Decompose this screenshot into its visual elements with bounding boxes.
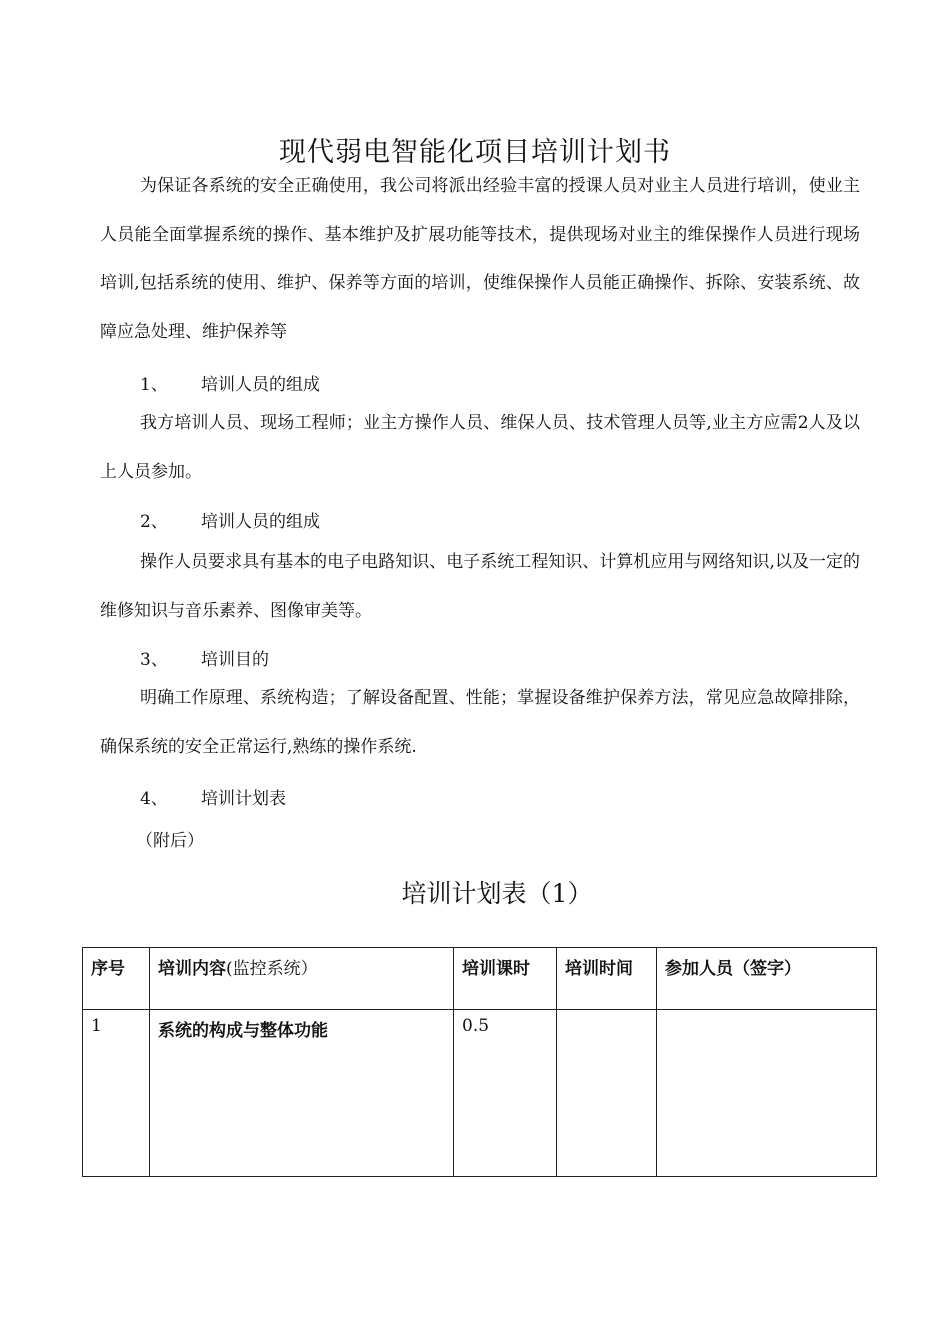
header-hours: 培训课时	[454, 948, 557, 1010]
cell-content: 系统的构成与整体功能	[150, 1010, 454, 1177]
section-heading-4	[140, 784, 286, 809]
section-number: 1、	[140, 375, 168, 395]
header-content-bold: 培训内容	[158, 959, 226, 979]
cell-seq: 1	[83, 1010, 150, 1177]
cell-attendees-signature[interactable]	[657, 1010, 877, 1177]
section-heading-3	[140, 645, 269, 670]
section-heading-text: 培训计划表	[201, 789, 286, 809]
header-attendees: 参加人员（签字）	[657, 948, 877, 1010]
section-body-2: 操作人员要求具有基本的电子电路知识、电子系统工程知识、计算机应用与网络知识,以及一定的维修知识与音乐素养、图像审美等。	[100, 552, 860, 621]
cell-time[interactable]	[557, 1010, 657, 1177]
section-heading-text: 培训目的	[201, 650, 269, 670]
table-row	[83, 1010, 877, 1177]
header-seq: 序号	[83, 948, 150, 1010]
section-number: 3、	[140, 650, 168, 670]
section-body-1: 我方培训人员、现场工程师；业主方操作人员、维保人员、技术管理人员等,业主方应需2人及以上人员参加。	[100, 413, 860, 482]
training-plan-table	[82, 947, 877, 1177]
intro-paragraph: 为保证各系统的安全正确使用，我公司将派出经验丰富的授课人员对业主人员进行培训，使业主人员能全面掌握系统的操作、基本维护及扩展功能等技术，提供现场对业主的维保操作人员进行现场培训,包括系统的使用、维护、保养等方面的培训，使维保操作人员能正确操作、拆除、安装系统、故障应急处理、维护保养等	[100, 176, 860, 342]
appendix-note: （附后）	[136, 831, 204, 851]
section-body-3: 明确工作原理、系统构造；了解设备配置、性能；掌握设备维护保养方法，常见应急故障排除，确保系统的安全正常运行,熟练的操作系统.	[100, 688, 860, 757]
document-title: 现代弱电智能化项目培训计划书	[279, 137, 671, 168]
section-heading-text: 培训人员的组成	[201, 512, 320, 532]
header-content-light: (监控系统）	[226, 959, 318, 979]
section-heading-2	[140, 507, 320, 532]
table-header-row	[83, 948, 877, 1010]
table-title: 培训计划表（1）	[401, 879, 593, 908]
header-time: 培训时间	[557, 948, 657, 1010]
section-heading-text: 培训人员的组成	[201, 375, 320, 395]
cell-hours: 0.5	[454, 1010, 557, 1177]
header-content	[150, 948, 454, 1010]
section-heading-1	[140, 370, 320, 395]
section-number: 4、	[140, 789, 168, 809]
section-number: 2、	[140, 512, 168, 532]
